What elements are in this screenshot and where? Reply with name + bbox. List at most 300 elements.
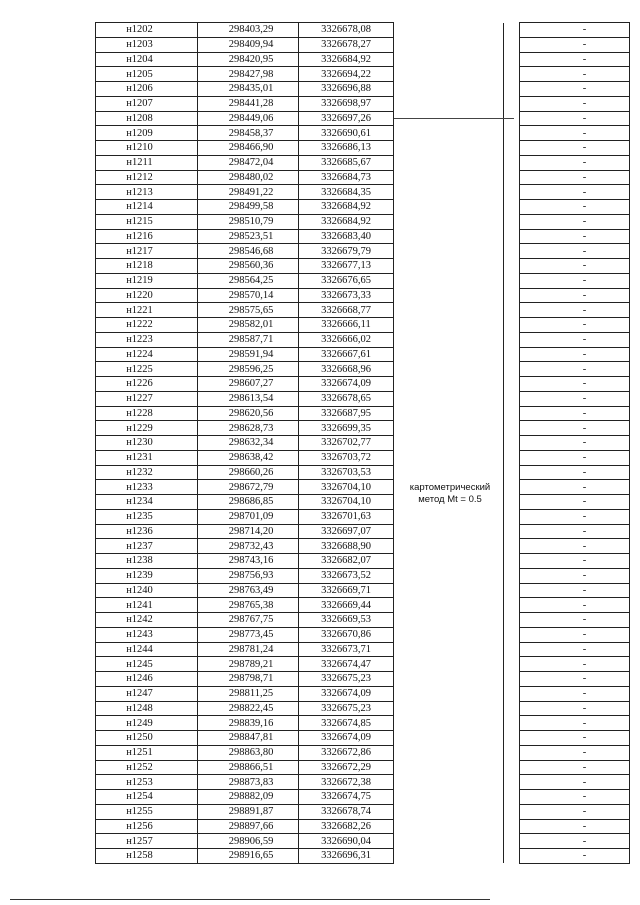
table-row [96, 819, 630, 834]
coordinates-table [95, 22, 630, 864]
gap-cell [504, 82, 520, 97]
point-cell: н1211 [96, 155, 198, 170]
x-coordinate-cell: 298773,45 [198, 627, 299, 642]
point-cell: н1250 [96, 731, 198, 746]
gap-cell [504, 731, 520, 746]
dash-cell: - [520, 244, 630, 259]
y-coordinate-cell: 3326690,04 [299, 834, 394, 849]
dash-cell: - [520, 804, 630, 819]
y-coordinate-cell: 3326703,53 [299, 465, 394, 480]
gap-cell [504, 23, 520, 38]
method-cell [394, 568, 504, 583]
dash-cell: - [520, 790, 630, 805]
gap-cell [504, 613, 520, 628]
table-row [96, 701, 630, 716]
x-coordinate-cell: 298638,42 [198, 450, 299, 465]
x-coordinate-cell: 298781,24 [198, 642, 299, 657]
dash-cell: - [520, 200, 630, 215]
y-coordinate-cell: 3326677,13 [299, 259, 394, 274]
table-row [96, 318, 630, 333]
point-cell: н1253 [96, 775, 198, 790]
dash-cell: - [520, 554, 630, 569]
gap-cell [504, 141, 520, 156]
x-coordinate-cell: 298863,80 [198, 745, 299, 760]
x-coordinate-cell: 298686,85 [198, 495, 299, 510]
table-row [96, 554, 630, 569]
table-row [96, 539, 630, 554]
dash-cell: - [520, 273, 630, 288]
point-cell: н1231 [96, 450, 198, 465]
point-cell: н1218 [96, 259, 198, 274]
table-row [96, 745, 630, 760]
dash-cell: - [520, 185, 630, 200]
dash-cell: - [520, 67, 630, 82]
table-row [96, 613, 630, 628]
method-cell [394, 731, 504, 746]
method-cell [394, 96, 504, 111]
dash-cell: - [520, 229, 630, 244]
dash-cell: - [520, 303, 630, 318]
y-coordinate-cell: 3326675,23 [299, 672, 394, 687]
point-cell: н1221 [96, 303, 198, 318]
x-coordinate-cell: 298435,01 [198, 82, 299, 97]
point-cell: н1233 [96, 480, 198, 495]
x-coordinate-cell: 298409,94 [198, 37, 299, 52]
method-cell [394, 524, 504, 539]
method-cell [394, 775, 504, 790]
table-row [96, 686, 630, 701]
x-coordinate-cell: 298449,06 [198, 111, 299, 126]
table-row [96, 509, 630, 524]
point-cell: н1258 [96, 849, 198, 864]
gap-cell [504, 170, 520, 185]
dash-cell: - [520, 170, 630, 185]
y-coordinate-cell: 3326672,86 [299, 745, 394, 760]
point-cell: н1251 [96, 745, 198, 760]
point-cell: н1255 [96, 804, 198, 819]
dash-cell: - [520, 745, 630, 760]
x-coordinate-cell: 298560,36 [198, 259, 299, 274]
x-coordinate-cell: 298714,20 [198, 524, 299, 539]
x-coordinate-cell: 298510,79 [198, 214, 299, 229]
x-coordinate-cell: 298916,65 [198, 849, 299, 864]
y-coordinate-cell: 3326687,95 [299, 406, 394, 421]
method-cell [394, 716, 504, 731]
point-cell: н1202 [96, 23, 198, 38]
coordinates-sheet [95, 22, 629, 872]
point-cell: н1254 [96, 790, 198, 805]
x-coordinate-cell: 298632,34 [198, 436, 299, 451]
gap-cell [504, 52, 520, 67]
method-separator-line [394, 118, 514, 119]
dash-cell: - [520, 155, 630, 170]
table-row [96, 524, 630, 539]
point-cell: н1241 [96, 598, 198, 613]
table-row [96, 347, 630, 362]
table-row [96, 760, 630, 775]
y-coordinate-cell: 3326678,74 [299, 804, 394, 819]
method-cell [394, 421, 504, 436]
x-coordinate-cell: 298620,56 [198, 406, 299, 421]
gap-cell [504, 583, 520, 598]
dash-cell: - [520, 126, 630, 141]
gap-cell [504, 509, 520, 524]
point-cell: н1223 [96, 332, 198, 347]
dash-cell: - [520, 377, 630, 392]
method-cell [394, 52, 504, 67]
y-coordinate-cell: 3326685,67 [299, 155, 394, 170]
point-cell: н1207 [96, 96, 198, 111]
x-coordinate-cell: 298472,04 [198, 155, 299, 170]
gap-cell [504, 657, 520, 672]
y-coordinate-cell: 3326704,10 [299, 495, 394, 510]
point-cell: н1210 [96, 141, 198, 156]
point-cell: н1220 [96, 288, 198, 303]
gap-cell [504, 701, 520, 716]
method-cell [394, 288, 504, 303]
method-cell [394, 598, 504, 613]
y-coordinate-cell: 3326669,44 [299, 598, 394, 613]
table-row [96, 436, 630, 451]
method-cell [394, 273, 504, 288]
gap-cell [504, 318, 520, 333]
point-cell: н1248 [96, 701, 198, 716]
table-row [96, 672, 630, 687]
gap-cell [504, 436, 520, 451]
method-cell [394, 790, 504, 805]
point-cell: н1213 [96, 185, 198, 200]
footer-rule [10, 899, 490, 900]
x-coordinate-cell: 298403,29 [198, 23, 299, 38]
gap-cell [504, 554, 520, 569]
gap-cell [504, 686, 520, 701]
x-coordinate-cell: 298458,37 [198, 126, 299, 141]
x-coordinate-cell: 298466,90 [198, 141, 299, 156]
gap-cell [504, 362, 520, 377]
table-row [96, 391, 630, 406]
method-cell [394, 377, 504, 392]
x-coordinate-cell: 298811,25 [198, 686, 299, 701]
gap-cell [504, 391, 520, 406]
x-coordinate-cell: 298839,16 [198, 716, 299, 731]
point-cell: н1226 [96, 377, 198, 392]
point-cell: н1222 [96, 318, 198, 333]
point-cell: н1208 [96, 111, 198, 126]
x-coordinate-cell: 298906,59 [198, 834, 299, 849]
point-cell: н1237 [96, 539, 198, 554]
x-coordinate-cell: 298570,14 [198, 288, 299, 303]
y-coordinate-cell: 3326674,75 [299, 790, 394, 805]
point-cell: н1239 [96, 568, 198, 583]
method-cell [394, 642, 504, 657]
x-coordinate-cell: 298873,83 [198, 775, 299, 790]
y-coordinate-cell: 3326699,35 [299, 421, 394, 436]
table-row [96, 790, 630, 805]
x-coordinate-cell: 298575,65 [198, 303, 299, 318]
method-cell [394, 126, 504, 141]
x-coordinate-cell: 298732,43 [198, 539, 299, 554]
y-coordinate-cell: 3326684,73 [299, 170, 394, 185]
gap-cell [504, 642, 520, 657]
point-cell: н1203 [96, 37, 198, 52]
dash-cell: - [520, 450, 630, 465]
x-coordinate-cell: 298822,45 [198, 701, 299, 716]
point-cell: н1224 [96, 347, 198, 362]
table-row [96, 273, 630, 288]
gap-cell [504, 200, 520, 215]
x-coordinate-cell: 298628,73 [198, 421, 299, 436]
table-row [96, 82, 630, 97]
dash-cell: - [520, 509, 630, 524]
gap-cell [504, 406, 520, 421]
point-cell: н1238 [96, 554, 198, 569]
method-cell [394, 819, 504, 834]
dash-cell: - [520, 775, 630, 790]
dash-cell: - [520, 362, 630, 377]
method-cell [394, 657, 504, 672]
gap-cell [504, 332, 520, 347]
table-row [96, 170, 630, 185]
x-coordinate-cell: 298701,09 [198, 509, 299, 524]
method-cell [394, 672, 504, 687]
x-coordinate-cell: 298613,54 [198, 391, 299, 406]
gap-cell [504, 96, 520, 111]
gap-cell [504, 804, 520, 819]
point-cell: н1245 [96, 657, 198, 672]
gap-cell [504, 627, 520, 642]
coordinates-table-body [96, 23, 630, 864]
method-cell [394, 804, 504, 819]
method-label-line-2: метод Mt = 0.5 [418, 494, 482, 505]
x-coordinate-cell: 298587,71 [198, 332, 299, 347]
method-cell [394, 259, 504, 274]
x-coordinate-cell: 298765,38 [198, 598, 299, 613]
point-cell: н1217 [96, 244, 198, 259]
y-coordinate-cell: 3326673,52 [299, 568, 394, 583]
point-cell: н1234 [96, 495, 198, 510]
gap-cell [504, 37, 520, 52]
method-cell [394, 760, 504, 775]
x-coordinate-cell: 298743,16 [198, 554, 299, 569]
y-coordinate-cell: 3326704,10 [299, 480, 394, 495]
gap-cell [504, 244, 520, 259]
x-coordinate-cell: 298660,26 [198, 465, 299, 480]
dash-cell: - [520, 96, 630, 111]
dash-cell: - [520, 539, 630, 554]
point-cell: н1206 [96, 82, 198, 97]
gap-cell [504, 273, 520, 288]
table-row [96, 303, 630, 318]
table-row [96, 657, 630, 672]
gap-cell [504, 126, 520, 141]
x-coordinate-cell: 298427,98 [198, 67, 299, 82]
table-row [96, 406, 630, 421]
dash-cell: - [520, 760, 630, 775]
x-coordinate-cell: 298798,71 [198, 672, 299, 687]
point-cell: н1214 [96, 200, 198, 215]
point-cell: н1227 [96, 391, 198, 406]
y-coordinate-cell: 3326701,63 [299, 509, 394, 524]
gap-cell [504, 229, 520, 244]
x-coordinate-cell: 298866,51 [198, 760, 299, 775]
point-cell: н1229 [96, 421, 198, 436]
method-label [394, 482, 506, 506]
y-coordinate-cell: 3326676,65 [299, 273, 394, 288]
method-cell [394, 318, 504, 333]
dash-cell: - [520, 141, 630, 156]
method-cell [394, 214, 504, 229]
y-coordinate-cell: 3326688,90 [299, 539, 394, 554]
point-cell: н1230 [96, 436, 198, 451]
table-row [96, 598, 630, 613]
method-cell [394, 185, 504, 200]
x-coordinate-cell: 298596,25 [198, 362, 299, 377]
gap-cell [504, 288, 520, 303]
point-cell: н1212 [96, 170, 198, 185]
point-cell: н1252 [96, 760, 198, 775]
gap-cell [504, 214, 520, 229]
method-cell [394, 539, 504, 554]
dash-cell: - [520, 731, 630, 746]
x-coordinate-cell: 298420,95 [198, 52, 299, 67]
y-coordinate-cell: 3326684,92 [299, 200, 394, 215]
point-cell: н1243 [96, 627, 198, 642]
method-cell [394, 37, 504, 52]
gap-cell [504, 568, 520, 583]
y-coordinate-cell: 3326697,26 [299, 111, 394, 126]
method-cell [394, 554, 504, 569]
y-coordinate-cell: 3326684,92 [299, 52, 394, 67]
method-cell [394, 465, 504, 480]
dash-cell: - [520, 421, 630, 436]
dash-cell: - [520, 465, 630, 480]
gap-cell [504, 465, 520, 480]
y-coordinate-cell: 3326674,85 [299, 716, 394, 731]
dash-cell: - [520, 642, 630, 657]
table-row [96, 155, 630, 170]
y-coordinate-cell: 3326690,61 [299, 126, 394, 141]
method-cell [394, 303, 504, 318]
table-row [96, 480, 630, 495]
x-coordinate-cell: 298763,49 [198, 583, 299, 598]
gap-cell [504, 185, 520, 200]
dash-cell: - [520, 259, 630, 274]
y-coordinate-cell: 3326674,09 [299, 686, 394, 701]
gap-cell [504, 450, 520, 465]
table-row [96, 244, 630, 259]
dash-cell: - [520, 524, 630, 539]
x-coordinate-cell: 298672,79 [198, 480, 299, 495]
dash-cell: - [520, 480, 630, 495]
method-cell [394, 141, 504, 156]
x-coordinate-cell: 298847,81 [198, 731, 299, 746]
y-coordinate-cell: 3326678,27 [299, 37, 394, 52]
gap-cell [504, 155, 520, 170]
x-coordinate-cell: 298564,25 [198, 273, 299, 288]
x-coordinate-cell: 298499,58 [198, 200, 299, 215]
table-row [96, 627, 630, 642]
gap-cell [504, 524, 520, 539]
y-coordinate-cell: 3326684,35 [299, 185, 394, 200]
table-row [96, 126, 630, 141]
table-row [96, 23, 630, 38]
dash-cell: - [520, 23, 630, 38]
dash-cell: - [520, 716, 630, 731]
point-cell: н1225 [96, 362, 198, 377]
method-cell [394, 82, 504, 97]
dash-cell: - [520, 834, 630, 849]
table-row [96, 450, 630, 465]
point-cell: н1256 [96, 819, 198, 834]
method-cell [394, 613, 504, 628]
table-row [96, 421, 630, 436]
y-coordinate-cell: 3326682,26 [299, 819, 394, 834]
y-coordinate-cell: 3326683,40 [299, 229, 394, 244]
gap-cell [504, 672, 520, 687]
method-cell [394, 583, 504, 598]
dash-cell: - [520, 318, 630, 333]
method-cell [394, 509, 504, 524]
y-coordinate-cell: 3326679,79 [299, 244, 394, 259]
dash-cell: - [520, 686, 630, 701]
point-cell: н1247 [96, 686, 198, 701]
method-cell [394, 155, 504, 170]
table-row [96, 67, 630, 82]
x-coordinate-cell: 298582,01 [198, 318, 299, 333]
table-row [96, 731, 630, 746]
table-row [96, 642, 630, 657]
table-row [96, 716, 630, 731]
dash-cell: - [520, 672, 630, 687]
point-cell: н1257 [96, 834, 198, 849]
gap-cell [504, 760, 520, 775]
point-cell: н1216 [96, 229, 198, 244]
method-cell [394, 406, 504, 421]
method-cell [394, 450, 504, 465]
gap-cell [504, 303, 520, 318]
dash-cell: - [520, 819, 630, 834]
y-coordinate-cell: 3326694,22 [299, 67, 394, 82]
method-cell [394, 627, 504, 642]
x-coordinate-cell: 298897,66 [198, 819, 299, 834]
dash-cell: - [520, 495, 630, 510]
y-coordinate-cell: 3326668,77 [299, 303, 394, 318]
gap-cell [504, 598, 520, 613]
dash-cell: - [520, 37, 630, 52]
y-coordinate-cell: 3326703,72 [299, 450, 394, 465]
dash-cell: - [520, 701, 630, 716]
y-coordinate-cell: 3326696,31 [299, 849, 394, 864]
y-coordinate-cell: 3326702,77 [299, 436, 394, 451]
method-cell [394, 229, 504, 244]
dash-cell: - [520, 598, 630, 613]
x-coordinate-cell: 298882,09 [198, 790, 299, 805]
table-row [96, 288, 630, 303]
method-cell [394, 701, 504, 716]
y-coordinate-cell: 3326672,38 [299, 775, 394, 790]
x-coordinate-cell: 298767,75 [198, 613, 299, 628]
method-cell [394, 436, 504, 451]
y-coordinate-cell: 3326686,13 [299, 141, 394, 156]
dash-cell: - [520, 849, 630, 864]
y-coordinate-cell: 3326678,65 [299, 391, 394, 406]
table-row [96, 849, 630, 864]
gap-cell [504, 745, 520, 760]
method-cell [394, 391, 504, 406]
method-cell [394, 170, 504, 185]
dash-cell: - [520, 436, 630, 451]
y-coordinate-cell: 3326673,71 [299, 642, 394, 657]
